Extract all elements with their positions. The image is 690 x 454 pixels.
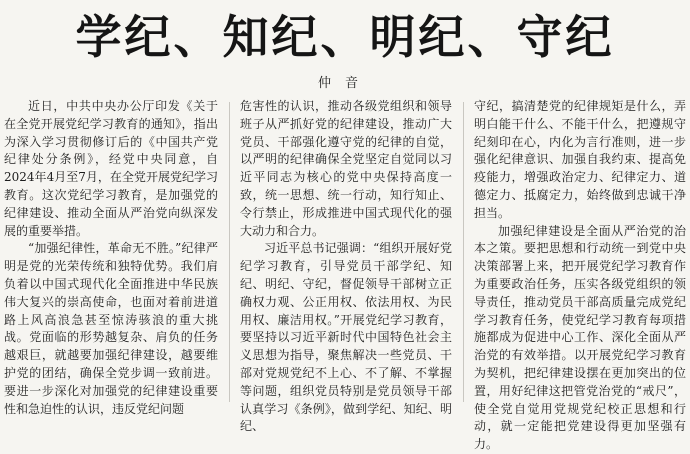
text-column-1	[4, 98, 218, 416]
column-divider	[463, 102, 464, 402]
paragraph: 守纪，搞清楚党的纪律规矩是什么，弄明白能干什么、不能干什么，把遵规守纪刻印在心，内化为言行准则，进一步强化纪律意识、加强自我约束、提高免疫能力，增强政治定力、纪律定力、道德定力、抵腐定力，始终做到忠诚干净担当。	[474, 99, 686, 220]
text-column-2	[240, 98, 452, 434]
paragraph: 习近平总书记强调：“组织开展好党纪学习教育，引导党员干部学纪、知纪、明纪、守纪，督促领导干部树立正确权力观、公正用权、依法用权、为民用权、廉洁用权。”开展党纪学习教育，要坚持以习近平新时代中国特色社会主义思想为指导，聚焦解决一些党员、干部对党规党纪不上心、不了解、不掌握等问题，组织党员特别是党员领导干部认真学习《条例》，做到学纪、知纪、明纪、	[240, 241, 452, 434]
text-column-3	[474, 98, 686, 452]
article-title: 学纪、知纪、明纪、守纪	[75, 10, 615, 64]
column-divider	[229, 102, 230, 402]
paragraph: 危害性的认识，推动各级党组织和领导班子从严抓好党的纪律建设，推动广大党员、干部强化遵守党的纪律的自觉，以严明的纪律确保全党坚定自觉同以习近平同志为核心的党中央保持高度一致，统一思想、统一行动，知行知止、令行禁止，形成推进中国式现代化的强大动力和合力。	[240, 99, 452, 238]
paragraph: “加强纪律性，革命无不胜。”纪律严明是党的光荣传统和独特优势。我们肩负着以中国式现代化全面推进中华民族伟大复兴的崇高使命，也面对着前进道路上风高浪急甚至惊涛骇浪的重大挑战。党面临的形势越复杂、肩负的任务越艰巨，就越要加强纪律建设，越要维护党的团结，确保全党步调一致前进。要进一步深化对加强党的纪律建设重要性和急迫性的认识，违反党纪问题	[4, 241, 218, 416]
article-body	[0, 98, 690, 452]
author-byline: 仲音	[317, 76, 372, 91]
paragraph: 加强纪律建设是全面从严治党的治本之策。要把思想和行动统一到党中央决策部署上来，把开展党纪学习教育作为重要政治任务，压实各级党组织的领导责任，推动党员干部高质量完成党纪学习教育任务，使党纪学习教育每项措施都成为促进中心工作、深化全面从严治党的有效举措。以开展党纪学习教育为契机，把纪律建设摆在更加突出的位置，用好纪律这把管党治党的“戒尺”，使全党自觉用党规党纪校正思想和行动，就一定能把党建设得更加坚强有力。	[474, 223, 686, 452]
paragraph: 近日，中共中央办公厅印发《关于在全党开展党纪学习教育的通知》，指出为深入学习贯彻修订后的《中国共产党纪律处分条例》，经党中央同意，自2024年4月至7月，在全党开展党纪学习教育。这次党纪学习教育，是加强党的纪律建设、推动全面从严治党向纵深发展的重要举措。	[4, 99, 218, 238]
